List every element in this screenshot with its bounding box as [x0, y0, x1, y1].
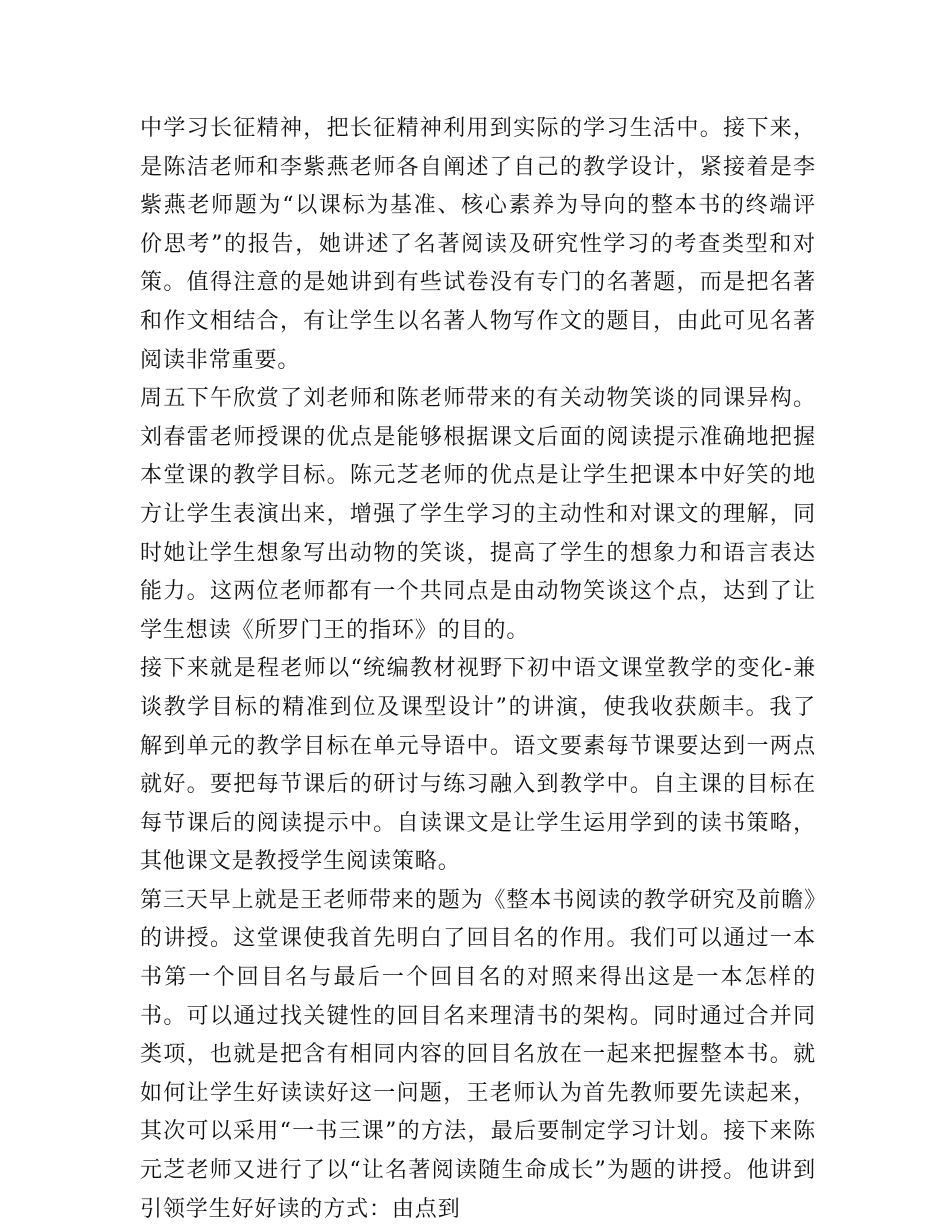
paragraph-2: 周五下午欣赏了刘老师和陈老师带来的有关动物笑谈的同课异构。刘春雷老师授课的优点是能够根据课文后面的阅读提示准确地把握本堂课的教学目标。陈元芝老师的优点是让学生把课本中好笑的地方让学生表演出来，增强了学生学习的主动性和对课文的理解，同时她让学生想象写出动物的笑谈，提高了学生的想象力和语言表达能力。这两位老师都有一个共同点是由动物笑谈这个点，达到了让学生想读《所罗门王的指环》的目的。	[140, 386, 816, 643]
paragraph-3: 接下来就是程老师以“统编教材视野下初中语文课堂教学的变化-兼谈教学目标的精准到位及课型设计”的讲演，使我收获颇丰。我了解到单元的教学目标在单元导语中。语文要素每节课要达到一两点就好。要把每节课后的研讨与练习融入到教学中。自主课的目标在每节课后的阅读提示中。自读课文是让学生运用学到的读书策略，其他课文是教授学生阅读策略。	[140, 656, 816, 875]
paragraph-1: 中学习长征精神，把长征精神利用到实际的学习生活中。接下来，是陈洁老师和李紫燕老师各自阐述了自己的教学设计，紧接着是李紫燕老师题为“以课标为基准、核心素养为导向的整本书的终端评价思考”的报告，她讲述了名著阅读及研究性学习的考查类型和对策。值得注意的是她讲到有些试卷没有专门的名著题，而是把名著和作文相结合，有让学生以名著人物写作文的题目，由此可见名著阅读非常重要。	[140, 116, 816, 373]
paragraph-4: 第三天早上就是王老师带来的题为《整本书阅读的教学研究及前瞻》的讲授。这堂课使我首先明白了回目名的作用。我们可以通过一本书第一个回目名与最后一个回目名的对照来得出这是一本怎样的书。可以通过找关键性的回目名来理清书的架构。同时通过合并同类项，也就是把含有相同内容的回目名放在一起来把握整本书。就如何让学生好读读好这一问题，王老师认为首先教师要先读起来，其次可以采用“一书三课”的方法，最后要制定学习计划。接下来陈元芝老师又进行了以“让名著阅读随生命成长”为题的讲授。他讲到引领学生好好读的方式：由点到	[140, 887, 817, 1222]
body-text	[140, 110, 816, 1229]
